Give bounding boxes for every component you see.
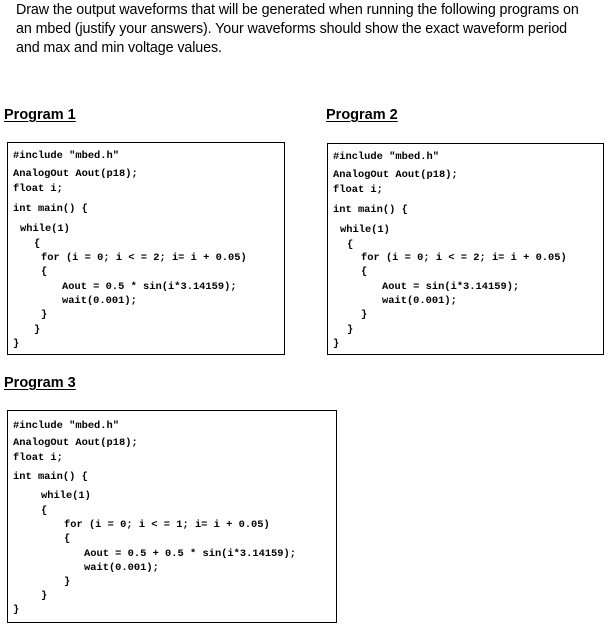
program-3-wait-line: wait(0.001); [84,562,159,574]
program-3-label: Program 3 [4,375,76,391]
program-2-close-brace-inner: } [361,309,368,321]
program-3-close-brace-main: } [13,604,20,616]
program-2-close-brace-outer: } [347,324,354,336]
program-2-open-brace-inner: { [361,266,368,278]
program-3-float-decl: float i; [13,452,63,464]
program-2-wait-line: wait(0.001); [382,295,457,307]
program-2-label: Program 2 [326,107,398,123]
program-1-open-brace-outer: { [34,238,41,250]
program-2-close-brace-main: } [333,338,340,350]
program-1-label: Program 1 [4,107,76,123]
program-2-include: #include "mbed.h" [333,151,440,163]
program-3-aout-decl: AnalogOut Aout(p18); [13,437,138,449]
program-1-close-brace-inner: } [41,309,48,321]
program-1-main-decl: int main() { [13,203,88,215]
program-3-open-brace-outer: { [41,505,48,517]
program-3-aout-line: Aout = 0.5 + 0.5 * sin(i*3.14159); [84,548,297,560]
program-3-code-box [7,410,337,623]
program-1-aout-line: Aout = 0.5 * sin(i*3.14159); [62,281,237,293]
program-1-while: while(1) [20,223,70,235]
program-1-wait-line: wait(0.001); [62,295,137,307]
program-3-for: for (i = 0; i < = 1; i= i + 0.05) [64,519,270,531]
program-2-float-decl: float i; [333,184,383,196]
question-line-3: and max and min voltage values. [16,40,222,56]
program-1-open-brace-inner: { [41,266,48,278]
program-1-include: #include "mbed.h" [13,150,120,162]
program-2-aout-line: Aout = sin(i*3.14159); [382,281,520,293]
program-1-aout-decl: AnalogOut Aout(p18); [13,168,138,180]
program-1-close-brace-outer: } [34,324,41,336]
question-line-1: Draw the output waveforms that will be generated when running the following programs on [16,2,579,18]
program-3-close-brace-inner: } [64,576,71,588]
program-1-for: for (i = 0; i < = 2; i= i + 0.05) [41,252,247,264]
program-3-main-decl: int main() { [13,471,88,483]
program-1-close-brace-main: } [13,338,20,350]
program-3-include: #include "mbed.h" [13,420,120,432]
program-2-aout-decl: AnalogOut Aout(p18); [333,169,458,181]
program-1-float-decl: float i; [13,183,63,195]
program-2-while: while(1) [340,224,390,236]
program-2-for: for (i = 0; i < = 2; i= i + 0.05) [361,252,567,264]
program-2-code-box [327,143,604,355]
question-line-2: an mbed (justify your answers). Your waveforms should show the exact waveform period [16,21,568,37]
program-2-main-decl: int main() { [333,204,408,216]
program-2-open-brace-outer: { [347,239,354,251]
program-3-close-brace-outer: } [41,590,48,602]
program-3-while: while(1) [41,490,91,502]
program-3-open-brace-inner: { [64,533,71,545]
program-1-code-box [7,142,285,355]
question-text [16,1,606,58]
